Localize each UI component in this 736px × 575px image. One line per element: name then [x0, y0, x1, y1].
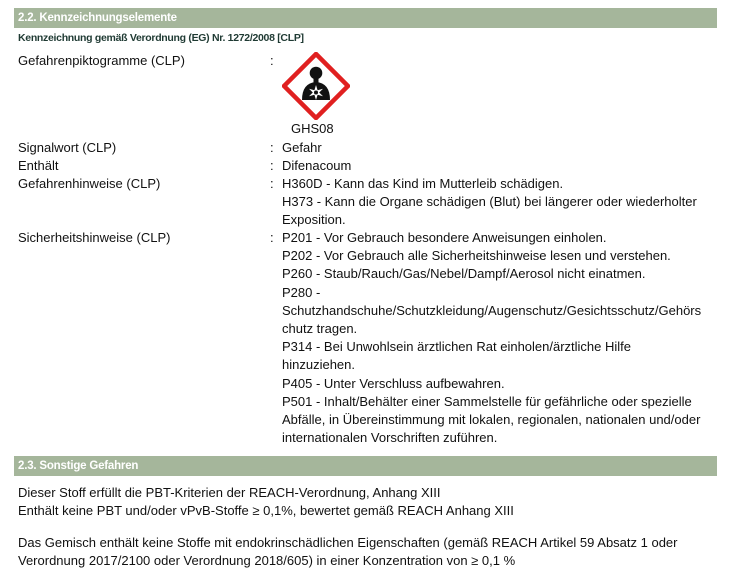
precaution-line: hinzuziehen.: [282, 357, 355, 373]
hazard-statements-label: Gefahrenhinweise (CLP): [18, 176, 161, 191]
contains-colon: :: [270, 158, 274, 173]
pictograms-colon: :: [270, 53, 274, 68]
precaution-line: P405 - Unter Verschluss aufbewahren.: [282, 375, 505, 391]
hazard-line: H373 - Kann die Organe schädigen (Blut) bei längerer oder wiederholter: [282, 194, 697, 210]
precaution-line: P280 -: [282, 284, 321, 300]
endocrine-text-line-1: Das Gemisch enthält keine Stoffe mit endokrinschädlichen Eigenschaften (gemäß REACH Artikel 59 Absatz 1 oder: [18, 535, 678, 550]
health-hazard-icon: [282, 52, 350, 120]
pictogram-code-label: GHS08: [291, 121, 334, 136]
contains-value: Difenacoum: [282, 158, 352, 173]
precaution-line: P201 - Vor Gebrauch besondere Anweisungen einholen.: [282, 230, 607, 245]
contains-label: Enthält: [18, 158, 59, 173]
precautionary-statements-list: [282, 229, 712, 447]
hazard-statements-colon: :: [270, 176, 274, 191]
section-header-2-2: 2.2. Kennzeichnungselemente: [14, 8, 717, 28]
pbt-vpvb-text: Enthält keine PBT und/oder vPvB-Stoffe ≥ 0,1%, bewertet gemäß REACH Anhang XIII: [18, 503, 514, 518]
pbt-criteria-text: Dieser Stoff erfüllt die PBT-Kriterien der REACH-Verordnung, Anhang XIII: [18, 485, 441, 500]
signal-word-value: Gefahr: [282, 140, 322, 155]
hazard-statements-list: [282, 175, 712, 230]
precaution-line: P260 - Staub/Rauch/Gas/Nebel/Dampf/Aerosol nicht einatmen.: [282, 266, 646, 282]
precautionary-statements-colon: :: [270, 230, 274, 245]
precaution-line: P202 - Vor Gebrauch alle Sicherheitshinweise lesen und verstehen.: [282, 248, 671, 264]
endocrine-text-line-2: Verordnung 2017/2100 oder Verordnung 2018/605) in einer Konzentration von ≥ 0,1 %: [18, 553, 516, 568]
precautionary-statements-label: Sicherheitshinweise (CLP): [18, 230, 171, 245]
section-header-2-3: 2.3. Sonstige Gefahren: [14, 456, 717, 476]
hazard-line: Exposition.: [282, 212, 346, 228]
hazard-line: H360D - Kann das Kind im Mutterleib schädigen.: [282, 176, 564, 191]
section-subtitle: Kennzeichnung gemäß Verordnung (EG) Nr. 1272/2008 [CLP]: [18, 32, 304, 44]
precaution-line: Schutzhandschuhe/Schutzkleidung/Augenschutz/Gesichtsschutz/Gehörs: [282, 302, 702, 318]
precaution-line: internationalen Vorschriften zuführen.: [282, 430, 498, 446]
precaution-line: Abfälle, in Übereinstimmung mit lokalen, regionalen, nationalen und/oder: [282, 412, 701, 428]
pictograms-label: Gefahrenpiktogramme (CLP): [18, 53, 185, 68]
precaution-line: P501 - Inhalt/Behälter einer Sammelstelle für gefährliche oder spezielle: [282, 393, 692, 409]
signal-word-colon: :: [270, 140, 274, 155]
signal-word-label: Signalwort (CLP): [18, 140, 117, 155]
precaution-line: chutz tragen.: [282, 321, 358, 337]
precaution-line: P314 - Bei Unwohlsein ärztlichen Rat einholen/ärztliche Hilfe: [282, 339, 632, 355]
